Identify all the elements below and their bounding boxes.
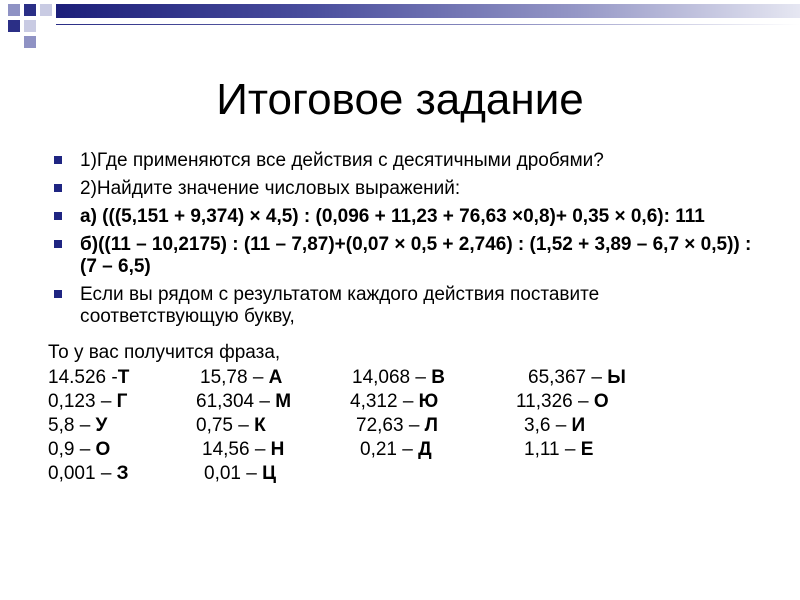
decor-square [24,36,36,48]
expression-b: б)((11 – 10,2175) : (11 – 7,87)+(0,07 × 0,5 + 2,746) : (1,52 + 3,89 – 6,7 × 0,5)) : (7 – 6,5) [80,234,752,277]
code-letter: А [268,367,283,388]
code-letter: О [95,439,111,460]
bullet-text: 2)Найдите значение числовых выражений: [80,178,461,199]
code-cell [524,414,585,438]
bullet-item [54,206,754,228]
code-letter: Т [117,367,130,388]
code-letter: Л [424,415,439,436]
code-cell [202,438,284,462]
bullet-text: Если вы рядом с результатом каждого действия поставите соответствующую букву, [80,284,600,327]
bullet-item [54,178,754,200]
code-cell [200,366,282,390]
code-cell [48,390,127,414]
code-letter: О [593,391,609,412]
header-gradient-bar [56,4,800,18]
code-value: 0,001 – [48,463,117,484]
code-value: 0,21 – [360,439,419,460]
code-value: 11,326 – [516,391,594,412]
square-bullet-icon [54,290,62,298]
code-value: 61,304 – [196,391,276,412]
code-row [0,366,800,390]
decor-square [8,4,20,16]
code-value: 0,01 – [204,463,263,484]
code-value: 3,6 – [524,415,572,436]
bullet-item [54,284,754,328]
code-cell [524,438,593,462]
square-bullet-icon [54,240,62,248]
code-cell [350,390,438,414]
code-value: 14.526 - [48,367,118,388]
code-letter: У [95,415,108,436]
code-value: 0,75 – [196,415,255,436]
code-row [0,462,800,486]
decor-square [40,4,52,16]
code-value: 14,56 – [202,439,271,460]
code-letter: Е [580,439,594,460]
code-letter: В [431,367,445,388]
code-letter: Д [418,439,432,460]
code-value: 5,8 – [48,415,96,436]
code-cell [48,438,110,462]
decor-square [24,20,36,32]
square-bullet-icon [54,184,62,192]
bullet-item [54,150,754,172]
code-cell [356,414,438,438]
code-cell [516,390,609,414]
decor-square [8,20,20,32]
code-value: 1,11 – [524,439,581,460]
code-value: 65,367 – [528,367,608,388]
code-value: 15,78 – [200,367,269,388]
square-bullet-icon [54,212,62,220]
code-value: 4,312 – [350,391,419,412]
code-cell [528,366,626,390]
code-cell [204,462,276,486]
code-value: 14,068 – [352,367,432,388]
code-cell [48,366,129,390]
slide-title: Итоговое задание [216,75,584,124]
code-letter: Н [270,439,285,460]
phrase-line: То у вас получится фраза, [48,342,281,363]
code-cell [48,462,129,486]
code-value: 0,9 – [48,439,96,460]
code-cell [48,414,107,438]
code-letter: М [275,391,292,412]
header-divider [56,24,800,25]
code-row [0,390,800,414]
code-row [0,414,800,438]
expression-a: а) (((5,151 + 9,374) × 4,5) : (0,096 + 11,23 + 76,63 ×0,8)+ 0,35 × 0,6): 111 [80,206,705,227]
square-bullet-icon [54,156,62,164]
code-letter: Ы [607,367,626,388]
code-cell [196,390,291,414]
code-cell [196,414,266,438]
code-letter: З [116,463,129,484]
bullet-item [54,234,754,278]
code-value: 72,63 – [356,415,425,436]
code-row [0,438,800,462]
code-letter: И [571,415,586,436]
bullet-text: 1)Где применяются все действия с десятичными дробями? [80,150,604,171]
code-cell [360,438,432,462]
code-letter: Ю [418,391,439,412]
code-letter: Г [116,391,128,412]
code-cell [352,366,445,390]
code-value: 0,123 – [48,391,117,412]
code-letter: К [254,415,266,436]
decor-square [24,4,36,16]
bullet-list [54,150,754,334]
code-letter: Ц [262,463,276,484]
